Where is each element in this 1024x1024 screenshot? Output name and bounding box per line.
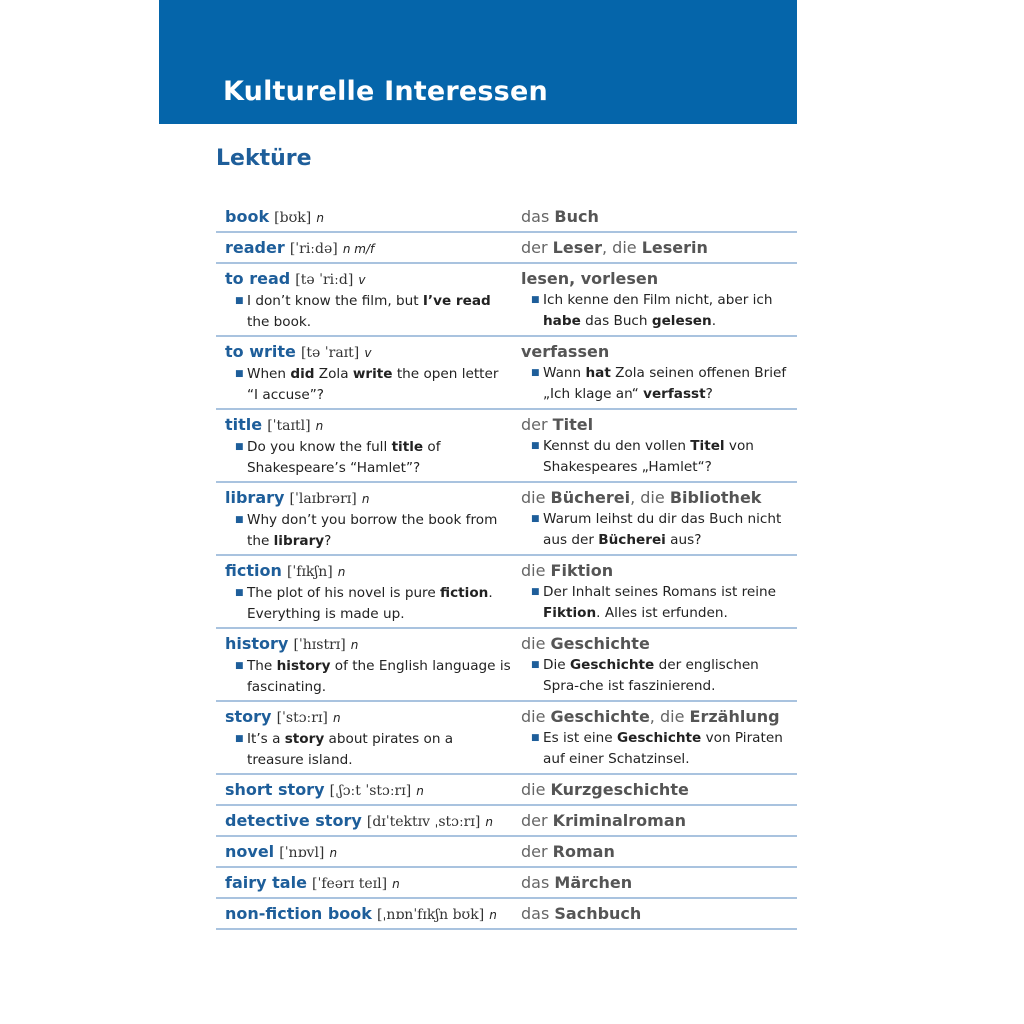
headword: to read xyxy=(225,269,291,288)
part-of-speech: n xyxy=(337,565,346,579)
english-column xyxy=(216,488,512,551)
english-headline xyxy=(225,415,512,436)
german-headline xyxy=(521,873,797,893)
example-fragment: . Alles ist erfunden. xyxy=(596,604,728,621)
example-fragment: Zola seinen offenen Brief „Ich klage an“ xyxy=(543,365,787,402)
german-article: das xyxy=(521,873,550,892)
example-fragment: das Buch xyxy=(580,312,652,329)
english-example xyxy=(225,291,512,332)
german-headline xyxy=(521,238,797,258)
german-headline xyxy=(521,342,797,362)
example-fragment: . Everything is made up. xyxy=(247,585,493,622)
german-article: die xyxy=(521,780,546,799)
example-fragment: of the English language is fascinating. xyxy=(247,658,511,695)
bullet-icon: ■ xyxy=(235,515,244,525)
example-keyword: gelesen xyxy=(651,312,712,329)
pronunciation: [ˌnɒnˈfɪkʃn bʊk] xyxy=(377,907,485,923)
pronunciation: [dɪˈtektɪv ˌstɔːrɪ] xyxy=(366,814,481,830)
german-word: Titel xyxy=(552,415,594,434)
example-fragment: ? xyxy=(705,385,713,402)
german-word: Erzählung xyxy=(689,707,780,726)
bullet-icon: ■ xyxy=(531,660,540,670)
english-example xyxy=(225,656,512,697)
english-headline xyxy=(225,634,512,655)
pronunciation: [tə ˈraɪt] xyxy=(300,345,360,361)
part-of-speech: n xyxy=(316,211,324,225)
german-headline xyxy=(521,561,797,581)
example-fragment: Die xyxy=(543,657,570,673)
bullet-icon: ■ xyxy=(531,514,540,524)
vocab-entry xyxy=(216,629,797,702)
part-of-speech: v xyxy=(358,273,366,287)
vocab-entry xyxy=(216,202,797,233)
part-of-speech: n xyxy=(416,784,424,798)
german-example-text xyxy=(543,509,797,550)
english-headline xyxy=(225,207,512,228)
vocab-entry xyxy=(216,775,797,806)
german-headline xyxy=(521,415,797,435)
english-example-text xyxy=(247,729,512,770)
english-headline xyxy=(225,269,512,290)
german-article: die xyxy=(659,707,685,726)
example-fragment: the open letter “I accuse”? xyxy=(247,366,499,403)
vocab-entry xyxy=(216,483,797,556)
example-keyword: did xyxy=(290,366,315,382)
headword: fairy tale xyxy=(225,873,307,892)
bullet-icon: ■ xyxy=(531,587,540,597)
english-example xyxy=(225,437,512,478)
headword: story xyxy=(225,707,272,726)
german-article: die xyxy=(521,634,546,653)
german-word: Kriminalroman xyxy=(552,811,687,830)
english-column xyxy=(216,415,512,478)
english-column xyxy=(216,269,512,332)
german-example xyxy=(521,290,797,331)
part-of-speech: n xyxy=(489,908,497,922)
vocabulary-table xyxy=(216,202,797,930)
example-keyword: story xyxy=(284,731,325,747)
vocab-entry xyxy=(216,899,797,930)
pronunciation: [tə ˈriːd] xyxy=(295,272,354,288)
example-fragment: Ich kenne den Film nicht, aber ich xyxy=(543,292,773,308)
english-headline xyxy=(225,842,512,863)
german-column xyxy=(512,561,797,624)
german-example-text xyxy=(543,655,797,696)
german-headline xyxy=(521,269,797,289)
bullet-icon: ■ xyxy=(235,734,244,744)
german-headline xyxy=(521,904,797,924)
english-column xyxy=(216,634,512,697)
german-column xyxy=(512,342,797,405)
bullet-icon: ■ xyxy=(235,296,244,306)
example-keyword: Geschichte xyxy=(569,657,655,673)
example-keyword: hat xyxy=(585,365,611,381)
english-example xyxy=(225,729,512,770)
bullet-icon: ■ xyxy=(531,441,540,451)
headword: short story xyxy=(225,780,325,799)
example-fragment: the book. xyxy=(247,313,312,330)
english-headline xyxy=(225,561,512,582)
german-example-text xyxy=(543,436,797,477)
headword: title xyxy=(225,415,263,434)
example-fragment: Es ist eine xyxy=(543,730,617,746)
english-column xyxy=(216,238,512,259)
english-headline xyxy=(225,707,512,728)
german-headline xyxy=(521,207,797,227)
vocab-entry xyxy=(216,556,797,629)
english-headline xyxy=(225,904,512,925)
bullet-icon: ■ xyxy=(235,661,244,671)
english-headline xyxy=(225,342,512,363)
example-fragment: von Piraten auf einer Schatzinsel. xyxy=(543,730,783,767)
german-example xyxy=(521,728,797,769)
english-example-text xyxy=(247,583,512,624)
german-word: Geschichte xyxy=(550,634,650,653)
german-word: Roman xyxy=(552,842,615,861)
english-column xyxy=(216,561,512,624)
german-word: Leser xyxy=(552,238,602,257)
pronunciation: [ˈhɪstrɪ] xyxy=(293,637,346,653)
german-headline xyxy=(521,707,797,727)
german-article: die xyxy=(612,238,637,257)
vocab-entry xyxy=(216,806,797,837)
headword: novel xyxy=(225,842,275,861)
example-fragment: When xyxy=(247,366,291,382)
german-example-text xyxy=(543,363,797,404)
headword: detective story xyxy=(225,811,362,830)
english-example-text xyxy=(247,437,512,478)
headword: to write xyxy=(225,342,296,361)
example-keyword: title xyxy=(391,439,424,455)
example-keyword: habe xyxy=(543,312,581,329)
english-example xyxy=(225,364,512,405)
german-article: die xyxy=(640,488,665,507)
example-keyword: verfasst xyxy=(643,385,706,402)
english-column xyxy=(216,873,512,894)
headword: book xyxy=(225,207,270,226)
chapter-title: Kulturelle Interessen xyxy=(223,76,548,107)
vocab-entry xyxy=(216,702,797,775)
example-fragment: Kennst du den vollen xyxy=(543,438,691,454)
german-column xyxy=(512,238,797,259)
german-column xyxy=(512,269,797,332)
part-of-speech: n xyxy=(332,711,341,725)
german-example-text xyxy=(543,290,797,331)
german-column xyxy=(512,634,797,697)
german-word: Leserin xyxy=(641,238,708,257)
german-word: Kurzgeschichte xyxy=(550,780,689,799)
part-of-speech: n m/f xyxy=(342,242,375,256)
german-column xyxy=(512,842,797,863)
german-word: Geschichte xyxy=(550,707,650,726)
english-column xyxy=(216,342,512,405)
german-article: das xyxy=(521,207,550,226)
german-headline xyxy=(521,634,797,654)
headword: fiction xyxy=(225,561,282,580)
english-column xyxy=(216,707,512,770)
part-of-speech: n xyxy=(485,815,494,829)
english-column xyxy=(216,207,512,228)
german-column xyxy=(512,904,797,925)
bullet-icon: ■ xyxy=(531,368,540,378)
german-example xyxy=(521,655,797,696)
english-example xyxy=(225,583,512,624)
part-of-speech: n xyxy=(361,492,370,506)
part-of-speech: n xyxy=(329,846,338,860)
german-example xyxy=(521,436,797,477)
german-headline xyxy=(521,842,797,862)
pronunciation: [ˈtaɪtl] xyxy=(267,418,311,434)
example-fragment: The plot of his novel is pure xyxy=(247,585,441,601)
vocab-entry xyxy=(216,264,797,337)
german-word: Sachbuch xyxy=(554,904,642,923)
german-word: lesen, vorlesen xyxy=(521,269,659,288)
english-example xyxy=(225,510,512,551)
example-keyword: Bücherei xyxy=(598,531,666,548)
german-example xyxy=(521,509,797,550)
german-example xyxy=(521,363,797,404)
german-word: Bücherei xyxy=(550,488,631,507)
pronunciation: [ˈstɔːrɪ] xyxy=(276,710,328,726)
headword: library xyxy=(225,488,285,507)
english-example-text xyxy=(247,291,512,332)
headword: history xyxy=(225,634,289,653)
bullet-icon: ■ xyxy=(235,442,244,452)
part-of-speech: n xyxy=(392,877,400,891)
german-article: der xyxy=(521,811,548,830)
german-article: die xyxy=(521,707,546,726)
chapter-header-band xyxy=(159,0,797,124)
example-fragment: von Shakespeares „Hamlet“? xyxy=(543,438,754,475)
pronunciation: [ˈfeərɪ teɪl] xyxy=(312,876,388,892)
english-column xyxy=(216,811,512,832)
pronunciation: [ˈnɒvl] xyxy=(279,845,325,861)
example-fragment: It’s a xyxy=(247,731,285,747)
bullet-icon: ■ xyxy=(531,733,540,743)
example-fragment: I don’t know the film, but xyxy=(247,293,423,309)
german-column xyxy=(512,488,797,551)
pronunciation: [bʊk] xyxy=(274,210,312,226)
german-column xyxy=(512,415,797,478)
example-keyword: Geschichte xyxy=(616,730,702,746)
german-article: die xyxy=(521,488,546,507)
english-headline xyxy=(225,488,512,509)
german-column xyxy=(512,707,797,770)
part-of-speech: n xyxy=(315,419,324,433)
german-word: Fiktion xyxy=(550,561,614,580)
german-headline xyxy=(521,811,797,831)
vocab-entry xyxy=(216,837,797,868)
separator: , xyxy=(630,488,641,507)
german-word: Bibliothek xyxy=(669,488,762,507)
section-title: Lektüre xyxy=(216,146,312,171)
german-column xyxy=(512,780,797,801)
german-example-text xyxy=(543,728,797,769)
german-example xyxy=(521,582,797,623)
german-article: das xyxy=(521,904,550,923)
german-column xyxy=(512,873,797,894)
example-fragment: ? xyxy=(324,532,332,549)
vocab-entry xyxy=(216,233,797,264)
bullet-icon: ■ xyxy=(235,369,244,379)
english-column xyxy=(216,904,512,925)
example-keyword: write xyxy=(352,366,393,382)
example-fragment: Der Inhalt seines Romans ist reine xyxy=(543,584,777,600)
english-example-text xyxy=(247,656,512,697)
german-column xyxy=(512,207,797,228)
example-fragment: of Shakespeare’s “Hamlet”? xyxy=(247,439,441,476)
example-keyword: history xyxy=(276,658,331,674)
english-headline xyxy=(225,238,512,259)
bullet-icon: ■ xyxy=(531,295,540,305)
example-fragment: about pirates on a treasure island. xyxy=(247,731,454,768)
english-headline xyxy=(225,873,512,894)
headword: non-fiction book xyxy=(225,904,372,923)
example-keyword: I’ve read xyxy=(422,293,491,309)
example-keyword: Fiktion xyxy=(543,604,597,621)
english-headline xyxy=(225,780,512,801)
english-example-text xyxy=(247,510,512,551)
german-article: der xyxy=(521,238,548,257)
example-fragment: der englischen Spra-che ist faszinierend. xyxy=(543,657,759,694)
vocab-entry xyxy=(216,337,797,410)
example-fragment: Wann xyxy=(543,365,586,381)
german-column xyxy=(512,811,797,832)
example-fragment: The xyxy=(247,658,277,674)
part-of-speech: n xyxy=(350,638,359,652)
english-headline xyxy=(225,811,512,832)
vocab-entry xyxy=(216,410,797,483)
english-column xyxy=(216,842,512,863)
german-word: Märchen xyxy=(554,873,633,892)
example-keyword: fiction xyxy=(440,585,489,601)
german-article: der xyxy=(521,415,548,434)
bullet-icon: ■ xyxy=(235,588,244,598)
english-example-text xyxy=(247,364,512,405)
german-article: die xyxy=(521,561,546,580)
pronunciation: [ˈfɪkʃn] xyxy=(286,564,333,580)
german-article: der xyxy=(521,842,548,861)
example-fragment: aus? xyxy=(665,531,702,548)
german-headline xyxy=(521,488,797,508)
german-example-text xyxy=(543,582,797,623)
pronunciation: [ˌʃɔːt ˈstɔːrɪ] xyxy=(329,783,412,799)
example-keyword: library xyxy=(273,532,325,549)
german-word: verfassen xyxy=(521,342,610,361)
example-keyword: Titel xyxy=(690,438,725,454)
separator: , xyxy=(649,707,660,726)
english-column xyxy=(216,780,512,801)
example-fragment: Why don’t you borrow the book from the xyxy=(247,512,498,549)
separator: , xyxy=(601,238,613,257)
german-word: Buch xyxy=(554,207,599,226)
example-fragment: Warum leihst du dir das Buch nicht aus der xyxy=(543,511,782,548)
vocab-entry xyxy=(216,868,797,899)
headword: reader xyxy=(225,238,285,257)
example-fragment: . xyxy=(711,312,717,329)
part-of-speech: v xyxy=(364,346,372,360)
example-fragment: Do you know the full xyxy=(247,439,392,455)
pronunciation: [ˈlaɪbrərɪ] xyxy=(289,491,357,507)
pronunciation: [ˈriːdə] xyxy=(289,241,338,257)
example-fragment: Zola xyxy=(314,366,353,382)
german-headline xyxy=(521,780,797,800)
